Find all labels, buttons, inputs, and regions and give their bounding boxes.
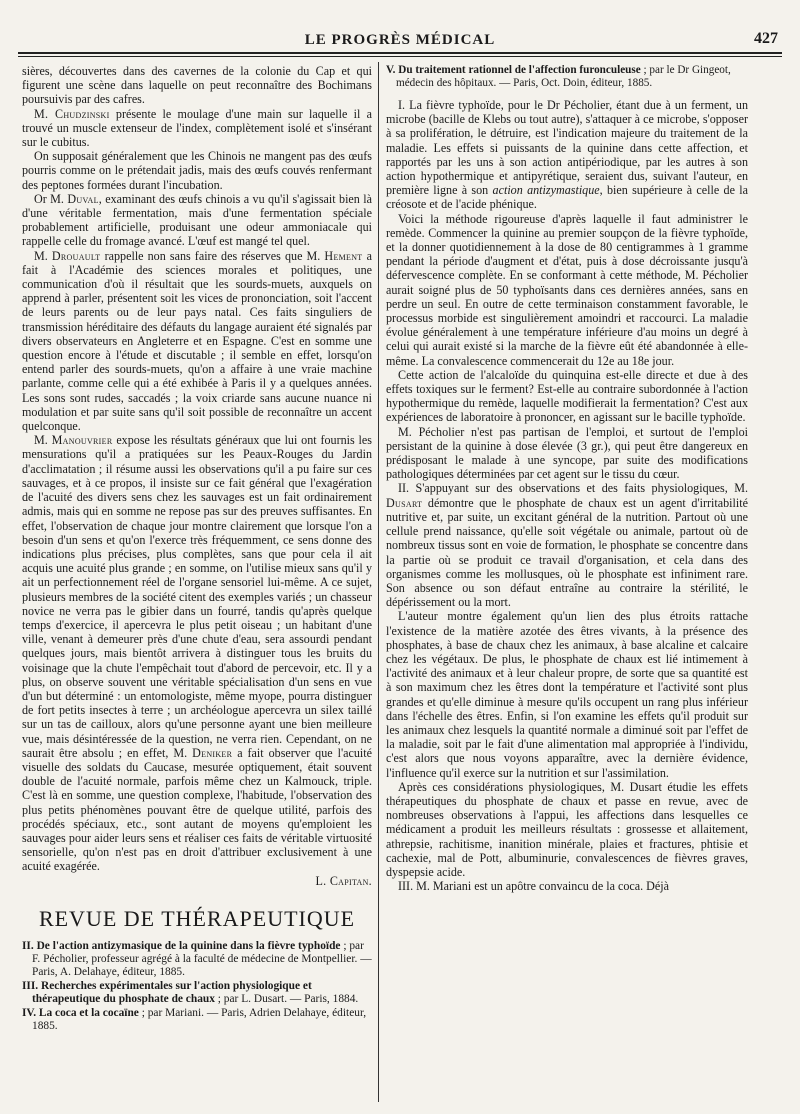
- author-signature: [22, 874, 372, 888]
- signature-text: L. Capitan.: [315, 873, 372, 888]
- entry-number: III.: [22, 979, 39, 992]
- entry-title: De l'action antizymasique de la quinine dans la fièvre typhoïde: [36, 939, 341, 952]
- paragraph-text: M.: [34, 433, 52, 448]
- person-name: Dusart: [386, 495, 423, 510]
- person-name: Hement: [324, 248, 363, 263]
- paragraph-text: , bien supérieure à celle de la créosote et de l'acide phénique.: [386, 183, 748, 212]
- person-name: M. Chudzinski: [34, 106, 110, 121]
- section-title: REVUE DE THÉRAPEUTIQUE: [38, 905, 356, 931]
- person-name: Deniker: [192, 745, 233, 760]
- paragraph: [22, 249, 372, 434]
- paragraph-text: a fait observer que l'acuité visuelle des soldats du Caucase, mesurée optiquement, était souvent double de l'acuité normale, parfois même chez un Kalmouck, triple. C'est là en somme, une question complexe, l'habitude, l'observation des plus petits phénomènes pouvant être de quelque utilité, parfois des procédés spéciaux, etc., sont autant de moyens qu'emploient les sauvages pour aider leurs sens et réaliser ces faits de véritable virtuosité sensorielle, qu'on n'est pas en droit d'attribuer exclusivement à une acuité exagérée.: [22, 745, 372, 874]
- entry-title: Recherches expérimentales sur l'action physiologique et thérapeutique du phosphate de chaux: [32, 979, 312, 1005]
- column-divider: [378, 62, 379, 1102]
- entry-details: ; par le Dr Gingeot, médecin des hôpitaux. — Paris, Oct. Doin, éditeur, 1885.: [396, 64, 731, 89]
- entry-details: ; par L. Dusart. — Paris, 1884.: [214, 992, 359, 1005]
- review-entry: [386, 64, 748, 90]
- person-name: Drouault: [51, 248, 101, 263]
- paragraph-text: rappelle non sans faire des réserves que M.: [100, 248, 325, 263]
- paragraph: M. Pécholier n'est pas partisan de l'emploi, et surtout de l'emploi persistant de la quinine à dose élevée (3 gr.), qui peut être dangereux en prédisposant le malade à une syncope, par suite des modifications pathologiques déterminées par cet agent sur le tissu du cœur.: [386, 424, 748, 482]
- paragraph-text: Or M.: [34, 191, 68, 206]
- paragraph: III. M. Mariani est un apôtre convaincu de la coca. Déjà: [398, 879, 669, 894]
- paragraph-text: expose les résultats généraux que lui ont fournis les mensurations qu'il a pratiquées sur les Peaux-Rouges du Jardin d'acclimatation ; il résume aussi les observations qu'il a pu faire sur ces sauvages, et à ce propos, il insiste sur ce fait général que l'exagération de l'acuité des divers sens chez les sauvages est un fait ordinairement admis, mais qui en somme ne repose pas sur des preuves suffisantes. En effet, l'observation de chaque jour montre clairement que lorsque l'on a besoin d'un sens et qu'on l'exerce très fréquemment, ce sens donne des indications plus précises, plus complètes, sans que pour cela il ait acquis une acuité plus grande ; en somme, on l'utilise mieux sans qu'il y ait un perfectionnement réel de l'organe sensoriel lui-même. A ce sujet, plusieurs membres de la société citent des exemples variés ; un chasseur novice ne verra pas le gibier dans un fourré, tandis qu'après quelque temps d'exercice, il apercevra le plus petit oiseau ; un habitant d'une ville, venant à demeurer près d'une chute d'eau, sera assourdi pendant quelques jours, mais bientôt arrivera à distinguer tous les bruits du voisinage que la chute l'empêchait tout d'abord de percevoir, etc. Il y a plus, on observe souvent une véritable spécialisation d'un sens en vue d'un but déterminé : un entomologiste, même myope, pourra distinguer de fort petits insectes à terre ; un archéologue apercevra un silex taillé sur un tas de cailloux, alors qu'une personne ayant une bien meilleure vue, mais désintéressée de la question, ne verra rien. Cependant, on ne saurait être absolu ; en effet, M.: [22, 433, 372, 760]
- left-column: [22, 64, 372, 1100]
- paragraph-text: I. La fièvre typhoïde, pour le Dr Pécholier, étant due à un ferment, un microbe (bacille de Klebs ou tout autre), s'attaquer à ce microbe, s'opposer à sa prolifération, le détruire, est l'indication majeure du traitement de la maladie. Les effets si puissants de la quinine dans cette affection, et rapportés par les uns à son action antipériodique, par les autres à son action hypothermique et antipyrétique, seraient dus, suivant l'auteur, en première ligne à son: [386, 98, 748, 198]
- entry-title: La coca et la cocaïne: [38, 1006, 139, 1019]
- entry-details: ; par Mariani. — Paris, Adrien Delahaye, éditeur, 1885.: [32, 1006, 367, 1032]
- entry-details: ; par F. Pécholier, professeur agrégé à la faculté de médecine de Montpellier. — Paris, A. Delahaye, éditeur, 1885.: [32, 939, 372, 978]
- person-name: Duval: [67, 191, 99, 206]
- header-rule: [18, 52, 782, 54]
- right-column: [386, 64, 748, 1100]
- review-entry: [22, 980, 372, 1006]
- entry-number: II.: [22, 939, 34, 952]
- running-title: LE PROGRÈS MÉDICAL: [304, 32, 496, 48]
- paragraph: sières, découvertes dans des cavernes de la colonie du Cap et qui figurent une scène dans laquelle on peut reconnaître des Bochimans poursuivis par des cafres.: [22, 64, 372, 107]
- paragraph: On supposait généralement que les Chinois ne mangent pas des œufs pourris comme on le prétendait jadis, mais des œufs couvés renfermant des peptones formées durant l'incubation.: [22, 149, 372, 192]
- paragraph: [22, 433, 372, 873]
- entry-number: V.: [386, 64, 396, 76]
- person-name: Manouvrier: [51, 433, 113, 448]
- review-entry: [22, 1007, 372, 1033]
- header-rule-thin: [18, 56, 782, 57]
- paragraph: Cette action de l'alcaloïde du quinquina est-elle directe et due à des effets toxiques sur le ferment? Est-elle au contraire subordonnée à l'action hypothermique du remède, laquelle modifierait la fermentation? C'est aux expériences de laboratoire à prononcer, en agissant sur le bacille typhoïde.: [386, 367, 748, 425]
- emphasis-text: action antizymastique: [492, 183, 600, 198]
- paragraph: Voici la méthode rigoureuse d'après laquelle il faut administrer le remède. Commencer la quinine au premier soupçon de la fièvre typhoïde, et la donner quotidiennement à la dose de 80 centigrammes à 1 gramme pendant la période d'augment et d'état, puis à dose décroissante jusqu'à défervescence complète. En se conformant à cette méthode, M. Pécholier aurait soigné plus de 50 typhoïsants dans ces dernières années, sans en perdre un seul. En outre de cette terminaison constamment favorable, le processus morbide est singulièrement amoindri et raccourci. La maladie évolue généralement à une température inférieure d'au moins un degré à celui qui aurait existé si la marche de la fièvre eût été abandonnée à elle-même. La convalescence commencerait du 12e au 18e jour.: [386, 211, 748, 368]
- page-number: 427: [754, 30, 778, 47]
- entry-number: IV.: [22, 1006, 37, 1019]
- review-entry: [22, 940, 372, 979]
- paragraph: [386, 481, 748, 609]
- entry-title: Du traitement rationnel de l'affection furonculeuse: [398, 64, 641, 76]
- paragraph: [386, 98, 748, 212]
- paragraph: Après ces considérations physiologiques, M. Dusart étudie les effets thérapeutiques du phosphate de chaux et passe en revue, avec de nombreuses observations à l'appui, les affections dans lesquelles ce médicament a produit les meilleurs résultats : grossesse et allaitement, athrepsie, rachitisme, inanition minérale, plaies et fractures, phtisie et cachexie, mal de Pott, albuminurie, convalescences de fièvres graves, dyspepsie acide.: [386, 779, 748, 879]
- paragraph-text: , examinant des œufs chinois a vu qu'il s'agissait bien là d'une véritable fermentation, mais d'une fermentation spéciale probablement artificielle, produisant une odeur ammoniacale qui rappelle celle du fromage avancé. L'œuf est mangé tel quel.: [22, 191, 372, 249]
- paragraph-text: démontre que le phosphate de chaux est un agent d'irritabilité nutritive et, par suite, un excitant général de la nutrition. Partout où une cellule prend naissance, qu'elle soit végétale ou animale, partout où de nombreux tissus sont en voie de formation, le phosphate se concentre dans la partie où se produit ce travail d'organisation, et cela dans des organismes comme les mollusques, où le phosphate est infiniment rare. Son absence ou son défaut entraîne au contraire la stérilité, le dépérissement ou la mort.: [386, 495, 748, 610]
- paragraph: L'auteur montre également qu'un lien des plus étroits rattache l'existence de la matière azotée des êtres vivants, à la présence des phosphates, à base de chaux chez les animaux, à base alcaline et calcaire chez les végétaux. De plus, le phosphate de chaux est lié intimement à l'activité des animaux et à leur chaleur propre, de sorte que sa quantité est à son maximum chez les êtres dont la température et l'activité sont plus grandes et qu'elle diminue à mesure qu'ils occupent un rang plus inférieur dans l'échelle des êtres. Enfin, si l'on examine les effets qu'il produit sur les animaux chez lesquels la quantité normale a diminué soit par l'effet de la maladie, soit par le fait d'une alimentation mal appropriée à l'individu, c'est alors que nous voyons apparaître, avec la dernière évidence, l'influence qu'il exerce sur la nutrition et sur l'assimilation.: [386, 609, 748, 780]
- paragraph-text: M.: [34, 248, 52, 263]
- paragraph-text: a fait à l'Académie des sciences morales et politiques, une communication d'où il résultait que les sourds-muets, auxquels on apprend à parler, présentent soit les vices de prononciation, soit l'accent de leurs parents ou de leur pays natal. Ces faits singuliers de transmission héréditaire des défauts du langage auraient été signalés par divers observateurs en Angleterre et en Espagne. C'est en somme une question encore à l'étude et discutable ; il semble en effet, lorsqu'on entend parler des sourds-muets, qu'on a affaire à une vraie machine parlante, comme celle qui a été exhibée à Paris il y a quelques années. Les sons sont rudes, saccadés ; la voix criarde sans aucune nuance ni modulation et par suite sans qu'il soit possible de reconnaître un accent quelconque.: [22, 248, 372, 434]
- paragraph: [22, 192, 372, 249]
- paragraph-text: présente le moulage d'une main sur laquelle il a trouvé un muscle extenseur de l'index, complètement isolé et s'insérant sur le cubitus.: [22, 106, 372, 150]
- page-header: [18, 30, 782, 56]
- paragraph-text: II. S'appuyant sur des observations et des faits physiologiques, M.: [398, 481, 748, 496]
- paragraph: [22, 107, 372, 150]
